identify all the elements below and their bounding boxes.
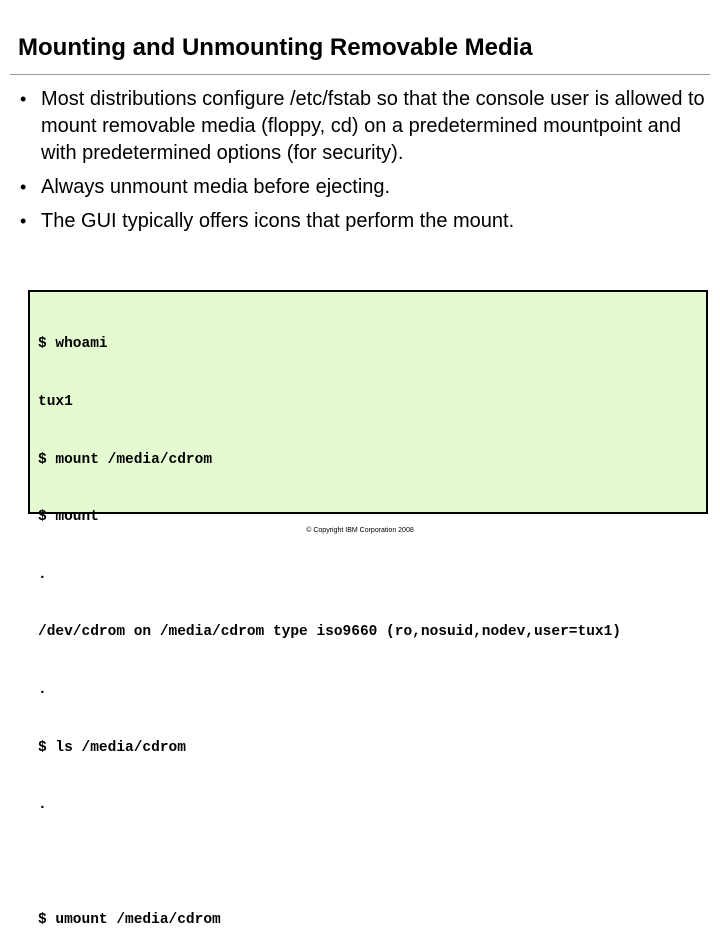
terminal-line: . [38,681,47,698]
bullet-dot-icon: • [20,211,27,231]
terminal-line: tux1 [38,394,73,410]
terminal-line: . [38,797,47,814]
bullet-item [18,208,712,235]
bullet-text: Most distributions configure /etc/fstab so that the console user is allowed to mount removable media (floppy, cd) on a predetermined mountpoint and with predetermined options (for security). [41,88,705,164]
terminal-line: $ whoami [38,336,108,353]
copyright-footer: © Copyright IBM Corporation 2008 [306,527,414,534]
title-divider [10,74,710,75]
bullet-item [18,86,712,167]
terminal-line: $ mount [38,509,99,526]
bullet-item [18,174,712,201]
bullet-text: The GUI typically offers icons that perform the mount. [41,210,515,232]
slide-title: Mounting and Unmounting Removable Media [18,34,533,61]
terminal-line: . [38,566,47,583]
bullet-text: Always unmount media before ejecting. [41,176,391,198]
terminal-line: /dev/cdrom on /media/cdrom type iso9660 (ro,nosuid,nodev,user=tux1) [38,624,621,641]
terminal-line: $ umount /media/cdrom [38,912,221,929]
bullet-dot-icon: • [20,177,27,197]
bullet-list [18,86,712,242]
terminal-line: $ mount /media/cdrom [38,451,213,468]
terminal-line [38,854,706,873]
bullet-dot-icon: • [20,89,27,109]
terminal-line: $ ls /media/cdrom [38,739,186,756]
